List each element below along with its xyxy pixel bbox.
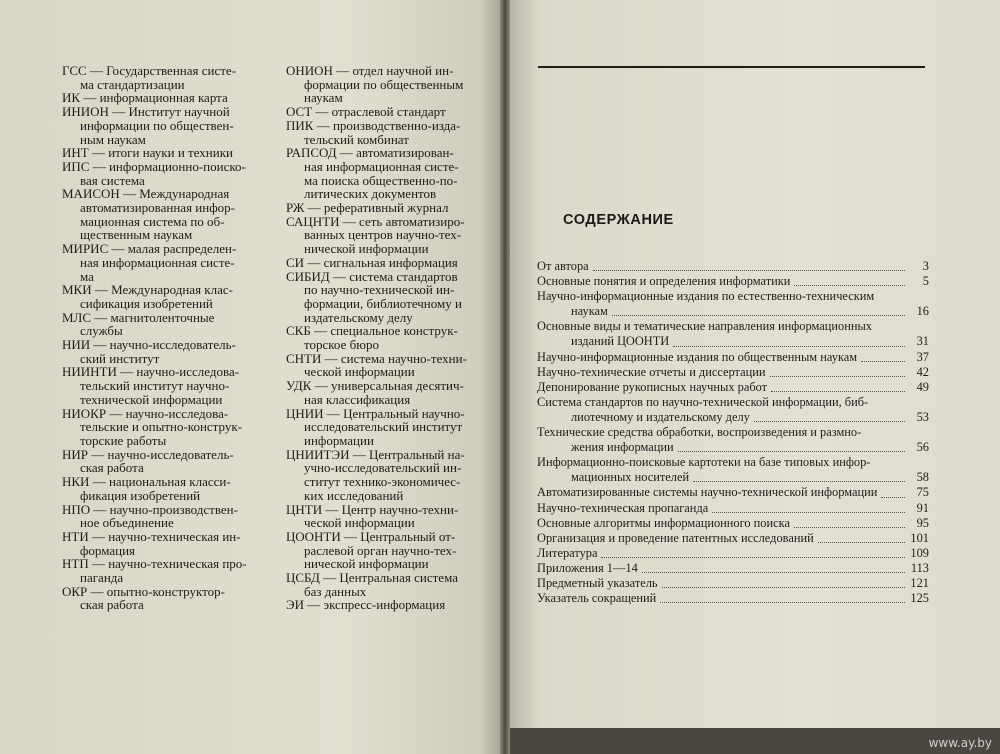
toc-page-number: 91 (916, 500, 929, 515)
abbreviation-term: ЭИ (286, 597, 304, 613)
abbreviation-entry (286, 324, 476, 351)
abbreviation-first-line (286, 256, 476, 270)
abbreviation-continuation: ванных центров научно-тех- (304, 227, 462, 243)
abbreviation-definition: — научно-исследова- (109, 405, 229, 421)
abbreviation-definition: — сигнальная информация (307, 254, 458, 270)
toc-page-number: 101 (910, 530, 929, 545)
abbreviation-definition: — система стандартов (333, 268, 458, 284)
abbreviation-definition: — Институт научной (112, 104, 230, 120)
toc-entry-title: Научно-техническая пропаганда (537, 500, 709, 515)
abbreviation-definition: — информационно-поиско- (92, 158, 246, 174)
abbreviation-entry (62, 557, 267, 584)
abbreviation-continuation: торские работы (80, 432, 167, 448)
toc-entry (537, 350, 929, 365)
abbreviation-definition: — специальное конструк- (314, 323, 458, 339)
abbreviation-first-line (286, 598, 476, 612)
toc-page-number: 56 (916, 440, 929, 455)
toc-page-number: 49 (916, 379, 929, 394)
toc-leader (881, 497, 905, 498)
abbreviation-entry (286, 598, 476, 612)
abbreviation-first-line (62, 146, 267, 160)
toc-entry-title: изданий ЦООНТИ (571, 334, 670, 349)
abbreviation-entry (62, 160, 267, 187)
toc-leader (612, 315, 905, 316)
table-of-contents (537, 259, 929, 606)
abbreviation-definition: — Центральный научно- (326, 405, 465, 421)
toc-entry-title: Автоматизированные системы научно-технической информации (537, 485, 878, 500)
abbreviation-term: РЖ (286, 200, 305, 216)
toc-entry-title: Литература (537, 545, 598, 560)
abbreviation-continuation: тельский комбинат (304, 131, 409, 147)
abbreviation-entry (286, 64, 476, 105)
abbreviation-term: ИНИОН (62, 104, 109, 120)
toc-page-number: 42 (916, 364, 929, 379)
abbreviation-term: ГСС (62, 63, 87, 78)
abbreviation-continuation: ная информационная систе- (80, 254, 235, 270)
toc-entry (537, 289, 929, 304)
abbreviation-continuation: тельские и опытно-конструк- (80, 419, 242, 435)
abbreviation-term: ЦСБД (286, 570, 320, 586)
toc-page-number: 113 (910, 560, 929, 575)
abbreviation-entry (62, 503, 267, 530)
abbreviation-entry (286, 270, 476, 325)
abbreviation-term: СКБ (286, 323, 311, 339)
abbreviation-entry (286, 201, 476, 215)
abbreviation-continuation: информации по обществен- (80, 117, 234, 133)
abbreviation-definition: — научно-техническая про- (91, 556, 247, 572)
abbreviation-continuation: издательскому делу (304, 309, 413, 325)
abbreviation-continuation: технической информации (80, 391, 223, 407)
abbreviation-first-line (62, 585, 267, 599)
abbreviation-term: ЦНТИ (286, 501, 323, 517)
book-gutter (500, 0, 510, 754)
abbreviation-first-line (62, 530, 267, 544)
abbreviation-first-line (286, 503, 476, 517)
abbreviation-continuation: нической информации (304, 556, 429, 572)
toc-entry-title: Научно-технические отчеты и диссертации (537, 364, 766, 379)
toc-entry-title: Научно-информационные издания по общественным наукам (537, 349, 858, 364)
abbreviation-continuation: формация (80, 542, 136, 558)
toc-entry-title: Организация и проведение патентных исследований (537, 530, 814, 545)
toc-page-number: 31 (916, 334, 929, 349)
abbreviation-entry (286, 448, 476, 503)
abbreviation-definition: — научно-исследователь- (91, 446, 234, 462)
abbreviation-entry (286, 119, 476, 146)
abbreviation-first-line (286, 448, 476, 462)
toc-entry (537, 410, 929, 425)
abbreviation-continuation: баз данных (304, 583, 367, 599)
abbreviation-entry (286, 530, 476, 571)
abbreviation-continuation: ститут технико-экономичес- (304, 474, 461, 490)
abbreviation-entry (62, 338, 267, 365)
abbreviation-first-line (62, 160, 267, 174)
abbreviation-definition: — научно-исследователь- (93, 337, 236, 353)
toc-entry (537, 304, 929, 319)
abbreviation-continuation: наукам (304, 90, 343, 106)
abbreviation-definition: — отраслевой стандарт (315, 104, 446, 120)
abbreviation-first-line (286, 324, 476, 338)
abbreviation-definition: — реферативный журнал (307, 200, 449, 216)
toc-entry-title: Информационно-поисковые картотеки на базе типовых инфор- (537, 455, 871, 470)
toc-entry-title: От автора (537, 259, 589, 273)
abbreviation-entry (286, 379, 476, 406)
abbreviation-entry (62, 448, 267, 475)
abbreviation-definition: — магнитоленточные (94, 309, 215, 325)
toc-entry (537, 440, 929, 455)
abbreviation-term: ОСТ (286, 104, 313, 120)
toc-page-number: 125 (910, 591, 929, 606)
toc-leader (660, 602, 905, 603)
abbreviation-definition: — Международная (123, 186, 230, 202)
abbreviation-first-line (62, 105, 267, 119)
abbreviation-first-line (286, 119, 476, 133)
abbreviation-term: ОКР (62, 583, 88, 599)
abbreviation-definition: — научно-техническая ин- (91, 528, 241, 544)
abbreviation-first-line (62, 448, 267, 462)
abbreviation-entry (62, 530, 267, 557)
abbreviation-entry (62, 242, 267, 283)
abbreviation-term: МИРИС (62, 241, 109, 257)
toc-page-number: 58 (916, 470, 929, 485)
abbreviation-first-line (286, 571, 476, 585)
abbreviation-continuation: формации, библиотечному и (304, 295, 462, 311)
abbreviation-entry (286, 256, 476, 270)
abbreviation-continuation: ская работа (80, 597, 144, 613)
abbreviation-continuation: торское бюро (304, 337, 379, 353)
abbreviation-first-line (286, 270, 476, 284)
toc-page-number: 53 (916, 409, 929, 424)
toc-leader (662, 587, 905, 588)
abbreviation-definition: — малая распределен- (111, 241, 237, 257)
abbreviation-entry (286, 146, 476, 201)
abbreviation-continuation: службы (80, 323, 123, 339)
abbreviation-continuation: паганда (80, 570, 124, 586)
abbreviation-continuation: нической информации (304, 241, 429, 257)
abbreviation-entry (286, 215, 476, 256)
abbreviation-definition: — система научно-техни- (324, 350, 467, 366)
abbreviation-continuation: ский институт (80, 350, 160, 366)
abbreviation-first-line (286, 530, 476, 544)
abbreviation-first-line (62, 311, 267, 325)
toc-page-number: 95 (916, 515, 929, 530)
abbreviation-entry (286, 105, 476, 119)
toc-entry-title: Научно-информационные издания по естественно-техническим (537, 289, 875, 304)
abbreviation-term: САЦНТИ (286, 213, 340, 229)
abbreviation-definition: — Центральный от- (343, 528, 456, 544)
abbreviation-continuation: литических документов (304, 186, 437, 202)
abbreviation-term: НИОКР (62, 405, 107, 421)
toc-page-number: 109 (910, 545, 929, 560)
toc-entry (537, 516, 929, 531)
toc-entry-title: лиотечному и издательскому делу (571, 409, 750, 424)
abbreviation-entry (286, 503, 476, 530)
abbreviation-definition: — национальная класси- (92, 474, 231, 490)
abbreviation-term: НТП (62, 556, 89, 572)
toc-entry (537, 531, 929, 546)
abbreviation-term: СНТИ (286, 350, 322, 366)
toc-entry-title: Основные виды и тематические направления информационных (537, 319, 873, 334)
toc-leader (794, 527, 905, 528)
abbreviation-continuation: ма стандартизации (80, 76, 185, 92)
toc-leader (693, 481, 905, 482)
abbreviation-term: НИИНТИ (62, 364, 117, 380)
abbreviation-continuation: информации (304, 432, 374, 448)
abbreviation-continuation: исследовательский институт (304, 419, 463, 435)
toc-entry (537, 576, 929, 591)
abbreviation-continuation: тельский институт научно- (80, 378, 230, 394)
abbreviation-first-line (62, 407, 267, 421)
abbreviation-first-line (62, 365, 267, 379)
abbreviation-first-line (62, 475, 267, 489)
toc-entry-title: Основные понятия и определения информатики (537, 274, 791, 289)
abbreviation-definition: — экспресс-информация (307, 597, 446, 613)
abbreviation-term: ОНИОН (286, 63, 333, 78)
abbreviation-continuation: ких исследований (304, 487, 404, 503)
abbreviation-continuation: ма поиска общественно-по- (304, 172, 458, 188)
toc-entry (537, 455, 929, 470)
abbreviation-entry (62, 91, 267, 105)
toc-entry (537, 365, 929, 380)
toc-title: СОДЕРЖАНИЕ (563, 212, 674, 228)
abbreviation-entry (62, 365, 267, 406)
abbreviation-first-line (286, 352, 476, 366)
toc-leader (818, 542, 905, 543)
toc-entry-title: Указатель сокращений (537, 591, 657, 606)
toc-leader (601, 557, 905, 558)
abbreviation-first-line (286, 407, 476, 421)
toc-page-number: 16 (916, 304, 929, 319)
abbreviation-first-line (286, 146, 476, 160)
abbreviation-continuation: вая система (80, 172, 145, 188)
abbreviation-continuation: формации по общественным (304, 76, 464, 92)
toc-entry (537, 425, 929, 440)
abbreviation-term: СИ (286, 254, 305, 270)
abbreviation-continuation: по научно-технической ин- (304, 282, 455, 298)
abbreviation-entry (62, 407, 267, 448)
toc-entry-title: жения информации (571, 440, 674, 455)
abbreviation-first-line (62, 557, 267, 571)
abbreviation-first-line (286, 105, 476, 119)
abbreviation-term: НИИ (62, 337, 91, 353)
toc-page-number: 75 (916, 485, 929, 500)
abbreviation-term: ИПС (62, 158, 90, 174)
toc-leader (861, 361, 905, 362)
abbreviation-entry (62, 585, 267, 612)
toc-entry (537, 380, 929, 395)
abbreviation-continuation: щественным наукам (80, 227, 193, 243)
abbreviation-first-line (62, 91, 267, 105)
toc-entry (537, 470, 929, 485)
abbreviation-term: МКИ (62, 282, 92, 298)
abbreviation-continuation: учно-исследовательский ин- (304, 460, 462, 476)
abbreviation-continuation: автоматизированная инфор- (80, 200, 235, 216)
abbreviation-first-line (62, 338, 267, 352)
toc-entry (537, 561, 929, 576)
toc-page-number: 37 (916, 349, 929, 364)
abbreviation-first-line (62, 242, 267, 256)
abbreviation-definition: — Центральный на- (352, 446, 465, 462)
abbreviation-definition: — Центральная система (323, 570, 458, 586)
abbreviation-definition: — сеть автоматизиро- (342, 213, 465, 229)
toc-page-number: 121 (910, 575, 929, 590)
toc-leader (771, 391, 905, 392)
abbreviation-first-line (286, 215, 476, 229)
abbreviation-entry (286, 407, 476, 448)
abbreviation-term: МЛС (62, 309, 92, 325)
abbreviation-entry (62, 311, 267, 338)
abbreviation-term: ЦНИИТЭИ (286, 446, 350, 462)
abbreviation-definition: — информационная карта (83, 90, 228, 106)
toc-entry-title: Основные алгоритмы информационного поиска (537, 515, 790, 530)
abbreviation-continuation: ческой информации (304, 364, 415, 380)
abbreviation-continuation: ская работа (80, 460, 144, 476)
toc-leader (673, 346, 905, 347)
abbreviation-first-line (286, 379, 476, 393)
abbreviation-first-line (286, 201, 476, 215)
abbreviation-first-line (62, 503, 267, 517)
toc-entry (537, 319, 929, 334)
abbreviation-definition: — Центр научно-техни- (325, 501, 459, 517)
abbreviation-definition: — универсальная десятич- (314, 378, 464, 394)
toc-leader (678, 451, 905, 452)
abbreviation-entry (62, 105, 267, 146)
toc-entry (537, 485, 929, 500)
abbreviation-definition: — Государственная систе- (89, 63, 237, 78)
abbreviation-entry (62, 283, 267, 310)
toc-entry (537, 546, 929, 561)
abbreviation-entry (62, 187, 267, 242)
abbreviation-term: ИНТ (62, 145, 89, 161)
abbreviation-continuation: ма (80, 268, 94, 284)
toc-entry (537, 274, 929, 289)
toc-entry-title: Депонирование рукописных научных работ (537, 379, 768, 394)
abbreviation-entry (286, 352, 476, 379)
abbreviation-term: НКИ (62, 474, 90, 490)
toc-page-number: 5 (922, 274, 929, 289)
abbreviation-entry (62, 146, 267, 160)
abbreviation-definition: — научно-исследова- (120, 364, 240, 380)
abbreviation-first-line (62, 283, 267, 297)
abbreviation-first-line (286, 64, 476, 78)
abbreviation-term: СИБИД (286, 268, 330, 284)
toc-page-number: 3 (922, 259, 929, 273)
toc-leader (712, 512, 905, 513)
abbreviation-term: ЦООНТИ (286, 528, 341, 544)
abbreviation-definition: — опытно-конструктор- (90, 583, 225, 599)
abbreviation-term: НПО (62, 501, 91, 517)
abbreviation-first-line (62, 187, 267, 201)
abbreviation-entry (62, 64, 267, 91)
page-shadow (510, 728, 1000, 754)
toc-entry (537, 501, 929, 516)
abbreviation-term: НТИ (62, 528, 89, 544)
abbreviation-term: УДК (286, 378, 312, 394)
toc-entry (537, 334, 929, 349)
watermark: www.ay.by (928, 736, 992, 750)
abbreviation-term: РАПСОД (286, 145, 337, 161)
toc-entry-title: Система стандартов по научно-технической информации, биб- (537, 394, 869, 409)
toc-entry (537, 395, 929, 410)
abbreviation-entry (286, 571, 476, 598)
toc-entry-title: Технические средства обработки, воспроизведения и размно- (537, 425, 862, 440)
abbreviation-definition: — научно-производствен- (93, 501, 238, 517)
abbreviation-first-line (62, 64, 267, 78)
toc-leader (754, 421, 905, 422)
toc-leader (593, 270, 905, 271)
abbreviation-continuation: фикация изобретений (80, 487, 201, 503)
toc-leader (642, 572, 905, 573)
abbreviation-definition: — итоги науки и техники (91, 145, 233, 161)
abbreviation-entry (62, 475, 267, 502)
abbreviation-term: ИК (62, 90, 81, 106)
abbreviation-continuation: ная классификация (304, 391, 411, 407)
abbreviation-continuation: раслевой орган научно-тех- (304, 542, 457, 558)
toc-leader (770, 376, 905, 377)
abbreviation-definition: — производственно-изда- (316, 117, 461, 133)
abbreviation-continuation: ная информационная систе- (304, 158, 459, 174)
toc-entry-title: наукам (571, 304, 608, 319)
abbreviation-term: ЦНИИ (286, 405, 324, 421)
abbreviation-continuation: ным наукам (80, 131, 146, 147)
abbreviation-continuation: ческой информации (304, 515, 415, 531)
abbreviation-term: ПИК (286, 117, 314, 133)
abbreviation-continuation: сификация изобретений (80, 295, 213, 311)
abbreviation-definition: — автоматизирован- (339, 145, 454, 161)
toc-entry (537, 259, 929, 274)
toc-entry-title: Предметный указатель (537, 575, 658, 590)
header-rule (538, 66, 925, 68)
abbreviations-column-1 (62, 64, 267, 612)
toc-entry-title: мационных носителей (571, 470, 690, 485)
abbreviation-term: МАИСОН (62, 186, 120, 202)
toc-entry-title: Приложения 1—14 (537, 560, 638, 575)
abbreviations-column-2 (286, 64, 476, 612)
toc-leader (794, 285, 905, 286)
toc-entry (537, 591, 929, 606)
abbreviation-definition: — Международная клас- (94, 282, 233, 298)
abbreviation-continuation: ное объединение (80, 515, 174, 531)
abbreviation-continuation: мационная система по об- (80, 213, 225, 229)
abbreviation-definition: — отдел научной ин- (336, 63, 454, 78)
abbreviation-term: НИР (62, 446, 89, 462)
